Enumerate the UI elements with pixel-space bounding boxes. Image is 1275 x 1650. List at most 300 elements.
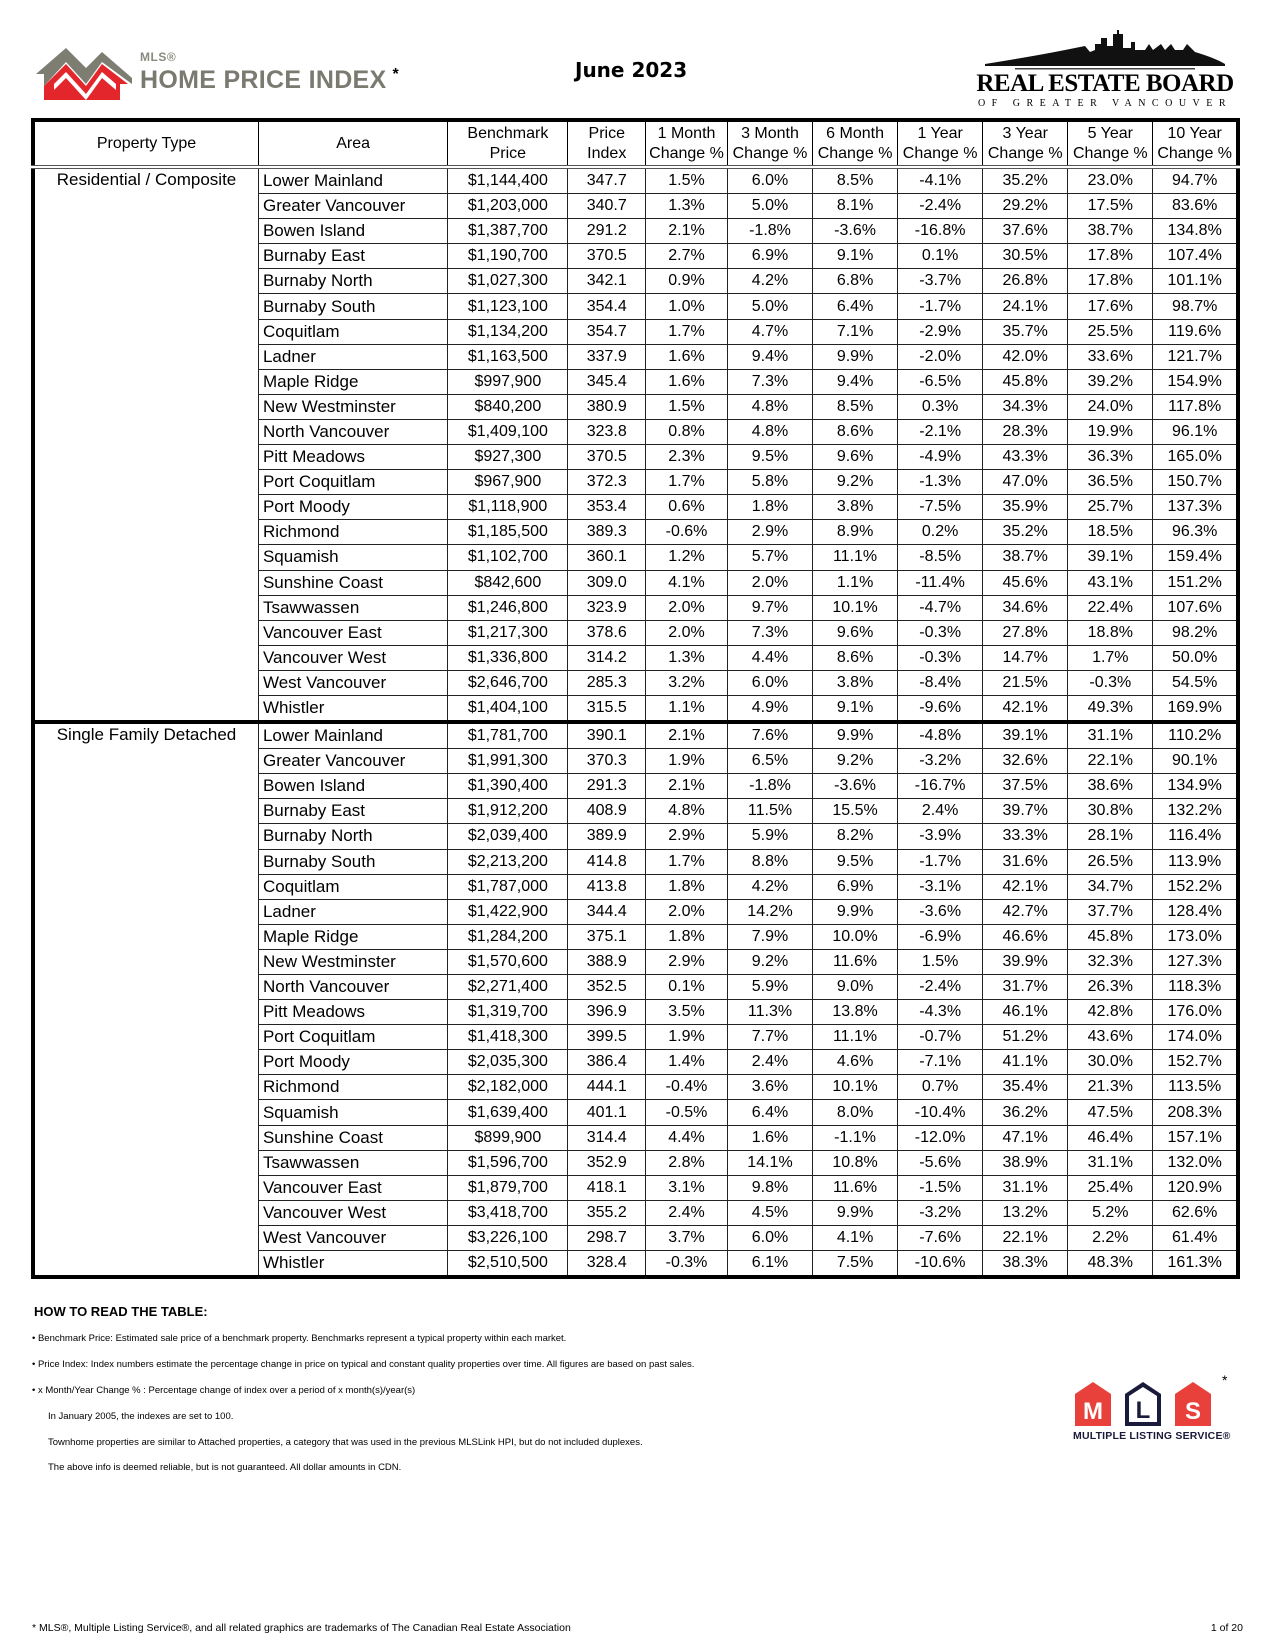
value-cell: 96.1% [1153, 419, 1238, 444]
value-cell: 380.9 [568, 394, 646, 419]
value-cell: 132.2% [1153, 799, 1238, 824]
value-cell: 39.9% [983, 949, 1068, 974]
value-cell: 54.5% [1153, 670, 1238, 695]
value-cell: 101.1% [1153, 269, 1238, 294]
value-cell: 151.2% [1153, 570, 1238, 595]
value-cell: 17.8% [1068, 269, 1153, 294]
value-cell: 7.7% [727, 1025, 812, 1050]
value-cell: 3.8% [813, 495, 898, 520]
value-cell: 352.9 [568, 1150, 646, 1175]
value-cell: 352.5 [568, 975, 646, 1000]
value-cell: -5.6% [898, 1150, 983, 1175]
value-cell: 113.5% [1153, 1075, 1238, 1100]
value-cell: 378.6 [568, 620, 646, 645]
value-cell: $2,182,000 [448, 1075, 568, 1100]
value-cell: 42.1% [983, 695, 1068, 722]
value-cell: -3.2% [898, 1200, 983, 1225]
property-type-cell: Single Family Detached [33, 722, 258, 1277]
value-cell: $1,570,600 [448, 949, 568, 974]
value-cell: 3.7% [646, 1225, 728, 1250]
value-cell: 309.0 [568, 570, 646, 595]
value-cell: 22.4% [1068, 595, 1153, 620]
value-cell: 354.4 [568, 294, 646, 319]
value-cell: 390.1 [568, 722, 646, 749]
value-cell: -1.1% [813, 1125, 898, 1150]
value-cell: 396.9 [568, 1000, 646, 1025]
value-cell: 7.1% [813, 319, 898, 344]
value-cell: -1.8% [727, 219, 812, 244]
value-cell: 2.9% [727, 520, 812, 545]
value-cell: 0.2% [898, 520, 983, 545]
value-cell: 31.1% [1068, 722, 1153, 749]
area-cell: Greater Vancouver [258, 749, 447, 774]
value-cell: 11.1% [813, 545, 898, 570]
value-cell: 116.4% [1153, 824, 1238, 849]
value-cell: 27.8% [983, 620, 1068, 645]
value-cell: 39.1% [1068, 545, 1153, 570]
value-cell: -4.3% [898, 1000, 983, 1025]
value-cell: 30.0% [1068, 1050, 1153, 1075]
value-cell: -1.3% [898, 470, 983, 495]
value-cell: $2,646,700 [448, 670, 568, 695]
value-cell: -16.7% [898, 774, 983, 799]
area-cell: Port Moody [258, 495, 447, 520]
value-cell: $1,163,500 [448, 344, 568, 369]
area-cell: Vancouver West [258, 645, 447, 670]
value-cell: 118.3% [1153, 975, 1238, 1000]
value-cell: 9.8% [727, 1175, 812, 1200]
value-cell: 6.4% [813, 294, 898, 319]
hpi-logo-superscript: MLS® [140, 50, 177, 64]
value-cell: 389.3 [568, 520, 646, 545]
area-cell: Maple Ridge [258, 924, 447, 949]
area-cell: Vancouver West [258, 1200, 447, 1225]
value-cell: -9.6% [898, 695, 983, 722]
area-cell: Coquitlam [258, 319, 447, 344]
value-cell: 42.7% [983, 899, 1068, 924]
value-cell: 34.3% [983, 394, 1068, 419]
value-cell: 45.8% [1068, 924, 1153, 949]
value-cell: $2,271,400 [448, 975, 568, 1000]
value-cell: 9.9% [813, 344, 898, 369]
value-cell: 6.4% [727, 1100, 812, 1125]
value-cell: 120.9% [1153, 1175, 1238, 1200]
note-disclaimer: The above info is deemed reliable, but is not guaranteed. All dollar amounts in CDN. [48, 1462, 402, 1473]
value-cell: 17.8% [1068, 244, 1153, 269]
value-cell: 444.1 [568, 1075, 646, 1100]
value-cell: 132.0% [1153, 1150, 1238, 1175]
value-cell: 42.8% [1068, 1000, 1153, 1025]
house-chart-icon [36, 44, 136, 100]
value-cell: 113.9% [1153, 849, 1238, 874]
value-cell: 418.1 [568, 1175, 646, 1200]
value-cell: 152.2% [1153, 874, 1238, 899]
value-cell: $1,418,300 [448, 1025, 568, 1050]
value-cell: 1.5% [646, 394, 728, 419]
table-body [33, 167, 1238, 1277]
value-cell: 9.9% [813, 899, 898, 924]
value-cell: 9.9% [813, 1200, 898, 1225]
value-cell: 31.6% [983, 849, 1068, 874]
note-price-index: • Price Index: Index numbers estimate the percentage change in price on typical and constant quality properties over time. All figures are based on past sales. [32, 1359, 695, 1370]
value-cell: 342.1 [568, 269, 646, 294]
value-cell: 2.8% [646, 1150, 728, 1175]
area-cell: Vancouver East [258, 620, 447, 645]
value-cell: 1.2% [646, 545, 728, 570]
value-cell: -6.5% [898, 369, 983, 394]
column-header-line: Price [588, 124, 625, 142]
area-cell: Lower Mainland [258, 167, 447, 194]
value-cell: 121.7% [1153, 344, 1238, 369]
mls-letter-m: M [1083, 1398, 1103, 1425]
column-header-line: Change % [649, 144, 724, 162]
value-cell: -16.8% [898, 219, 983, 244]
value-cell: $899,900 [448, 1125, 568, 1150]
column-header [983, 120, 1068, 167]
value-cell: 2.1% [646, 722, 728, 749]
area-cell: Tsawwassen [258, 595, 447, 620]
value-cell: 1.7% [646, 319, 728, 344]
value-cell: 291.2 [568, 219, 646, 244]
column-header [727, 120, 812, 167]
value-cell: 21.3% [1068, 1075, 1153, 1100]
value-cell: 323.9 [568, 595, 646, 620]
value-cell: 8.1% [813, 194, 898, 219]
value-cell: 22.1% [1068, 749, 1153, 774]
value-cell: 4.7% [727, 319, 812, 344]
value-cell: -10.4% [898, 1100, 983, 1125]
value-cell: 39.7% [983, 799, 1068, 824]
value-cell: 11.6% [813, 949, 898, 974]
value-cell: -7.6% [898, 1225, 983, 1250]
value-cell: $1,422,900 [448, 899, 568, 924]
value-cell: 10.1% [813, 595, 898, 620]
table-row [33, 167, 1238, 194]
value-cell: 2.2% [1068, 1225, 1153, 1250]
value-cell: 2.1% [646, 774, 728, 799]
value-cell: 134.8% [1153, 219, 1238, 244]
column-header-line: Change % [732, 144, 808, 162]
value-cell: 17.6% [1068, 294, 1153, 319]
value-cell: 9.5% [727, 445, 812, 470]
value-cell: 39.2% [1068, 369, 1153, 394]
value-cell: -3.7% [898, 269, 983, 294]
value-cell: 30.8% [1068, 799, 1153, 824]
value-cell: 22.1% [983, 1225, 1068, 1250]
value-cell: 7.3% [727, 369, 812, 394]
value-cell: -0.4% [646, 1075, 728, 1100]
value-cell: 48.3% [1068, 1251, 1153, 1278]
value-cell: 2.4% [646, 1200, 728, 1225]
area-cell: Port Coquitlam [258, 470, 447, 495]
value-cell: 353.4 [568, 495, 646, 520]
value-cell: 4.2% [727, 874, 812, 899]
value-cell: 4.1% [813, 1225, 898, 1250]
value-cell: 24.0% [1068, 394, 1153, 419]
value-cell: 25.7% [1068, 495, 1153, 520]
value-cell: 28.1% [1068, 824, 1153, 849]
value-cell: 33.6% [1068, 344, 1153, 369]
value-cell: 1.0% [646, 294, 728, 319]
value-cell: 46.1% [983, 1000, 1068, 1025]
value-cell: 38.3% [983, 1251, 1068, 1278]
value-cell: -4.8% [898, 722, 983, 749]
value-cell: 355.2 [568, 1200, 646, 1225]
value-cell: 6.0% [727, 670, 812, 695]
value-cell: -0.5% [646, 1100, 728, 1125]
value-cell: -3.2% [898, 749, 983, 774]
mls-logo-star: * [1222, 1372, 1228, 1388]
value-cell: $1,203,000 [448, 194, 568, 219]
value-cell: 6.0% [727, 167, 812, 194]
area-cell: Pitt Meadows [258, 445, 447, 470]
value-cell: 10.1% [813, 1075, 898, 1100]
value-cell: 370.3 [568, 749, 646, 774]
value-cell: -10.6% [898, 1251, 983, 1278]
value-cell: 5.9% [727, 975, 812, 1000]
value-cell: 1.8% [727, 495, 812, 520]
board-name: REAL ESTATE BOARD [976, 70, 1234, 97]
value-cell: 1.1% [646, 695, 728, 722]
value-cell: 5.7% [727, 545, 812, 570]
value-cell: 9.2% [813, 749, 898, 774]
property-type-cell: Residential / Composite [33, 167, 258, 722]
value-cell: -12.0% [898, 1125, 983, 1150]
value-cell: 3.8% [813, 670, 898, 695]
value-cell: 169.9% [1153, 695, 1238, 722]
value-cell: 2.0% [727, 570, 812, 595]
area-cell: Tsawwassen [258, 1150, 447, 1175]
value-cell: $927,300 [448, 445, 568, 470]
area-cell: Lower Mainland [258, 722, 447, 749]
value-cell: 51.2% [983, 1025, 1068, 1050]
value-cell: 0.9% [646, 269, 728, 294]
value-cell: 33.3% [983, 824, 1068, 849]
value-cell: -0.3% [898, 645, 983, 670]
value-cell: $1,102,700 [448, 545, 568, 570]
value-cell: 6.9% [813, 874, 898, 899]
value-cell: 9.4% [813, 369, 898, 394]
value-cell: $2,510,500 [448, 1251, 568, 1278]
value-cell: 6.5% [727, 749, 812, 774]
value-cell: 36.3% [1068, 445, 1153, 470]
value-cell: 2.4% [727, 1050, 812, 1075]
value-cell: -0.3% [1068, 670, 1153, 695]
value-cell: 9.6% [813, 620, 898, 645]
value-cell: 6.9% [727, 244, 812, 269]
value-cell: 50.0% [1153, 645, 1238, 670]
value-cell: -1.7% [898, 294, 983, 319]
mls-letter-s: S [1184, 1398, 1202, 1425]
value-cell: 24.1% [983, 294, 1068, 319]
column-header-line: 1 Year [917, 124, 963, 142]
value-cell: 39.1% [983, 722, 1068, 749]
column-header-line: 5 Year [1087, 124, 1133, 142]
value-cell: -3.9% [898, 824, 983, 849]
value-cell: 4.1% [646, 570, 728, 595]
value-cell: 8.6% [813, 645, 898, 670]
value-cell: 1.4% [646, 1050, 728, 1075]
column-header-line: Index [587, 144, 627, 162]
value-cell: 134.9% [1153, 774, 1238, 799]
value-cell: 372.3 [568, 470, 646, 495]
trademark-footnote: * MLS®, Multiple Listing Service®, and all related graphics are trademarks of The Canadian Real Estate Association [32, 1622, 571, 1634]
value-cell: -0.3% [646, 1251, 728, 1278]
value-cell: 110.2% [1153, 722, 1238, 749]
page-title: June 2023 [575, 58, 688, 82]
value-cell: $1,027,300 [448, 269, 568, 294]
value-cell: 47.5% [1068, 1100, 1153, 1125]
value-cell: 42.1% [983, 874, 1068, 899]
value-cell: 4.2% [727, 269, 812, 294]
value-cell: $2,035,300 [448, 1050, 568, 1075]
value-cell: 0.1% [646, 975, 728, 1000]
value-cell: 8.9% [813, 520, 898, 545]
value-cell: $1,912,200 [448, 799, 568, 824]
value-cell: 1.9% [646, 749, 728, 774]
area-cell: Burnaby East [258, 244, 447, 269]
area-cell: Sunshine Coast [258, 1125, 447, 1150]
value-cell: -7.5% [898, 495, 983, 520]
value-cell: 315.5 [568, 695, 646, 722]
notes-heading: HOW TO READ THE TABLE: [34, 1304, 208, 1319]
value-cell: $967,900 [448, 470, 568, 495]
hpi-logo-text [140, 66, 399, 95]
value-cell: 2.9% [646, 949, 728, 974]
value-cell: $1,781,700 [448, 722, 568, 749]
value-cell: 14.1% [727, 1150, 812, 1175]
value-cell: 30.5% [983, 244, 1068, 269]
value-cell: 26.5% [1068, 849, 1153, 874]
value-cell: 35.2% [983, 167, 1068, 194]
value-cell: 34.6% [983, 595, 1068, 620]
value-cell: 5.9% [727, 824, 812, 849]
value-cell: 2.4% [898, 799, 983, 824]
value-cell: 2.0% [646, 620, 728, 645]
value-cell: 6.8% [813, 269, 898, 294]
value-cell: 37.7% [1068, 899, 1153, 924]
value-cell: 11.3% [727, 1000, 812, 1025]
value-cell: -2.0% [898, 344, 983, 369]
value-cell: 328.4 [568, 1251, 646, 1278]
value-cell: 26.3% [1068, 975, 1153, 1000]
value-cell: -6.9% [898, 924, 983, 949]
column-header-line: 3 Year [1002, 124, 1048, 142]
column-header [813, 120, 898, 167]
note-base-year: In January 2005, the indexes are set to 100. [48, 1411, 234, 1422]
value-cell: 43.6% [1068, 1025, 1153, 1050]
value-cell: 354.7 [568, 319, 646, 344]
value-cell: 9.6% [813, 445, 898, 470]
value-cell: 35.9% [983, 495, 1068, 520]
value-cell: 9.1% [813, 695, 898, 722]
value-cell: 2.7% [646, 244, 728, 269]
area-cell: North Vancouver [258, 975, 447, 1000]
value-cell: 1.9% [646, 1025, 728, 1050]
table-header-row [33, 120, 1238, 167]
area-cell: West Vancouver [258, 670, 447, 695]
value-cell: 413.8 [568, 874, 646, 899]
hpi-table [31, 118, 1240, 1279]
column-header [258, 120, 447, 167]
value-cell: 5.2% [1068, 1200, 1153, 1225]
value-cell: 291.3 [568, 774, 646, 799]
value-cell: 408.9 [568, 799, 646, 824]
value-cell: 9.9% [813, 722, 898, 749]
value-cell: 98.7% [1153, 294, 1238, 319]
value-cell: 32.3% [1068, 949, 1153, 974]
value-cell: 9.2% [813, 470, 898, 495]
value-cell: 0.8% [646, 419, 728, 444]
mls-logo-caption: MULTIPLE LISTING SERVICE® [1073, 1430, 1231, 1442]
value-cell: $1,879,700 [448, 1175, 568, 1200]
area-cell: Burnaby North [258, 824, 447, 849]
value-cell: 152.7% [1153, 1050, 1238, 1075]
value-cell: 1.3% [646, 645, 728, 670]
value-cell: 7.9% [727, 924, 812, 949]
value-cell: 323.8 [568, 419, 646, 444]
value-cell: 18.5% [1068, 520, 1153, 545]
value-cell: 11.6% [813, 1175, 898, 1200]
value-cell: $1,409,100 [448, 419, 568, 444]
value-cell: 3.6% [727, 1075, 812, 1100]
skyline-icon [975, 30, 1235, 72]
value-cell: 7.3% [727, 620, 812, 645]
value-cell: 38.7% [983, 545, 1068, 570]
value-cell: 8.5% [813, 394, 898, 419]
value-cell: 31.1% [1068, 1150, 1153, 1175]
value-cell: 83.6% [1153, 194, 1238, 219]
column-header-line: 6 Month [826, 124, 884, 142]
value-cell: 3.1% [646, 1175, 728, 1200]
value-cell: 1.7% [646, 470, 728, 495]
value-cell: 38.6% [1068, 774, 1153, 799]
value-cell: 117.8% [1153, 394, 1238, 419]
area-cell: New Westminster [258, 949, 447, 974]
value-cell: 14.7% [983, 645, 1068, 670]
area-cell: Ladner [258, 899, 447, 924]
value-cell: 107.6% [1153, 595, 1238, 620]
value-cell: 19.9% [1068, 419, 1153, 444]
value-cell: 31.7% [983, 975, 1068, 1000]
value-cell: 337.9 [568, 344, 646, 369]
value-cell: -11.4% [898, 570, 983, 595]
value-cell: 159.4% [1153, 545, 1238, 570]
value-cell: 34.7% [1068, 874, 1153, 899]
page-number: 1 of 20 [1210, 1622, 1243, 1634]
value-cell: $1,123,100 [448, 294, 568, 319]
value-cell: 10.8% [813, 1150, 898, 1175]
value-cell: 154.9% [1153, 369, 1238, 394]
value-cell: -2.4% [898, 975, 983, 1000]
area-cell: New Westminster [258, 394, 447, 419]
value-cell: 32.6% [983, 749, 1068, 774]
mls-houses-icon [1073, 1380, 1223, 1428]
area-cell: Port Moody [258, 1050, 447, 1075]
value-cell: 2.1% [646, 219, 728, 244]
value-cell: -1.8% [727, 774, 812, 799]
column-header-line: Change % [817, 144, 893, 162]
value-cell: 127.3% [1153, 949, 1238, 974]
value-cell: 150.7% [1153, 470, 1238, 495]
value-cell: 94.7% [1153, 167, 1238, 194]
value-cell: 7.6% [727, 722, 812, 749]
value-cell: 36.5% [1068, 470, 1153, 495]
value-cell: 10.0% [813, 924, 898, 949]
board-logo [975, 30, 1235, 109]
value-cell: 15.5% [813, 799, 898, 824]
column-header-line: Change % [1072, 144, 1148, 162]
